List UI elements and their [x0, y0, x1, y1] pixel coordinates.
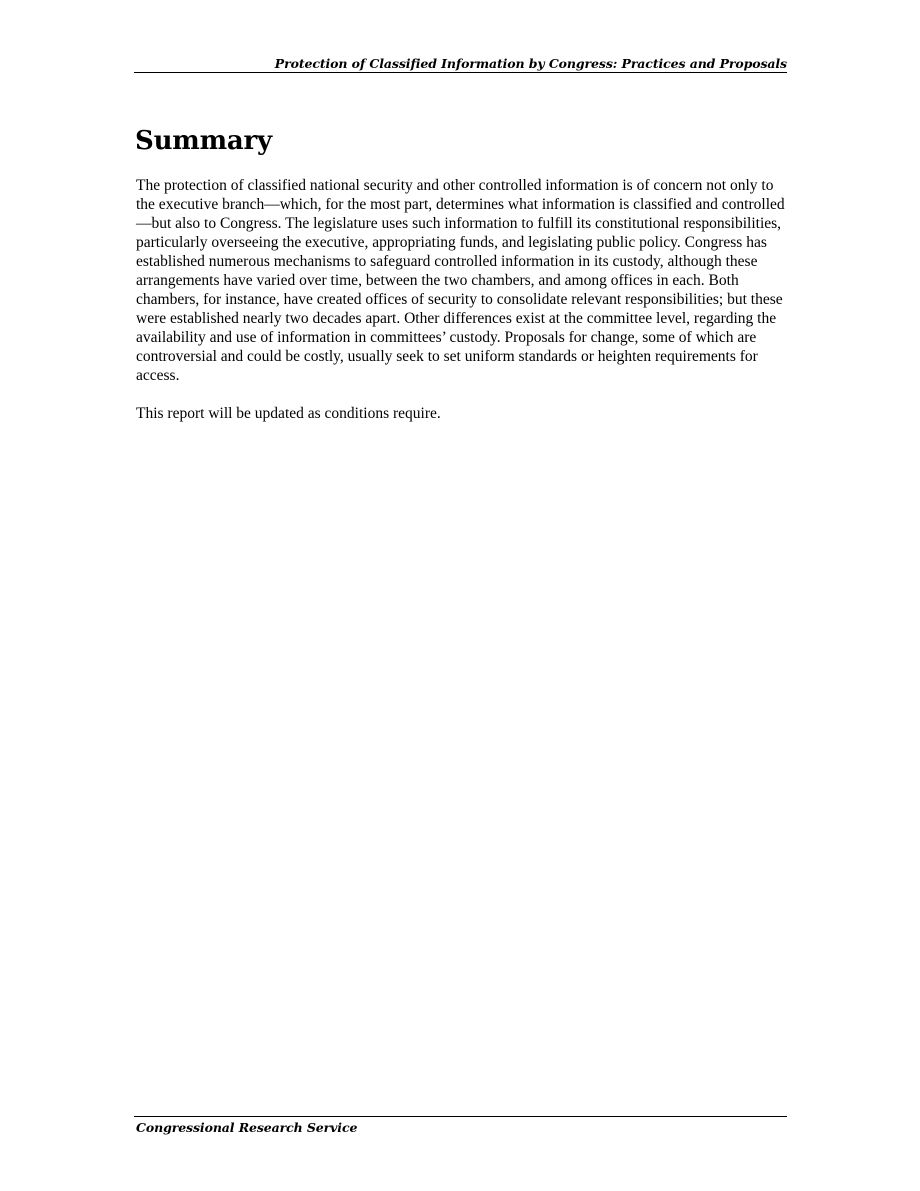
- summary-paragraph: The protection of classified national security and other controlled information is of concern not only to the executive branch—which, for the most part, determines what information is classified and controlled—but also to Congress. The legislature uses such information to fulfill its constitutional responsibilities, particularly overseeing the executive, appropriating funds, and legislating public policy. Congress has established numerous mechanisms to safeguard controlled information in its custody, although these arrangements have varied over time, between the two chambers, and among offices in each. Both chambers, for instance, have created offices of security to consolidate relevant responsibilities; but these were established nearly two decades apart. Other differences exist at the committee level, regarding the availability and use of information in committees’ custody. Proposals for change, some of which are controversial and could be costly, usually seek to set uniform standards or heighten requirements for access.: [136, 177, 785, 384]
- update-note-paragraph: This report will be updated as conditions require.: [136, 405, 441, 422]
- footer-rule: [134, 1116, 787, 1117]
- running-header: Protection of Classified Information by Congress: Practices and Proposals: [274, 56, 787, 71]
- running-footer: Congressional Research Service: [136, 1120, 358, 1135]
- section-title: Summary: [135, 126, 272, 156]
- header-rule: [134, 72, 787, 73]
